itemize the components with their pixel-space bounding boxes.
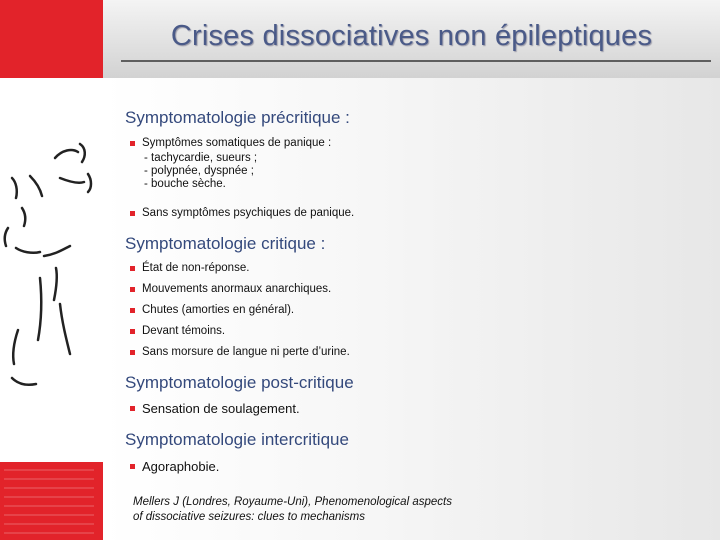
list-item: Chutes (amorties en général). [130,304,294,316]
list-subline: - tachycardie, sueurs ; [144,152,258,164]
title-header [103,0,720,78]
list-subline: - polypnée, dyspnée ; [144,165,254,177]
left-red-bar-bottom [0,462,103,540]
list-subline: - bouche sèche. [144,178,226,190]
running-figure-illustration [0,78,103,462]
section-heading-precritique: Symptomatologie précritique : [125,108,350,127]
list-item: Symptômes somatiques de panique : [130,137,331,149]
list-item: État de non-réponse. [130,262,249,274]
page-title: Crises dissociatives non épileptiques [170,20,653,52]
list-item: Agoraphobie. [130,459,219,474]
section-heading-critique: Symptomatologie critique : [125,234,326,253]
reference-line: of dissociative seizures: clues to mechanisms [133,511,366,523]
left-red-bar-top [0,0,103,78]
list-item: Sans morsure de langue ni perte d’urine. [130,346,350,358]
reference-citation [133,495,452,525]
section-heading-intercritique: Symptomatologie intercritique [125,430,349,449]
list-item: Mouvements anormaux anarchiques. [130,283,331,295]
reference-line: Mellers J (Londres, Royaume-Uni), Phenomenological aspects [133,496,452,508]
title-underline [121,60,711,62]
list-item: Sensation de soulagement. [130,401,300,416]
list-item: Sans symptômes psychiques de panique. [130,207,354,219]
list-item: Devant témoins. [130,325,225,337]
section-heading-post-critique: Symptomatologie post-critique [125,373,354,392]
